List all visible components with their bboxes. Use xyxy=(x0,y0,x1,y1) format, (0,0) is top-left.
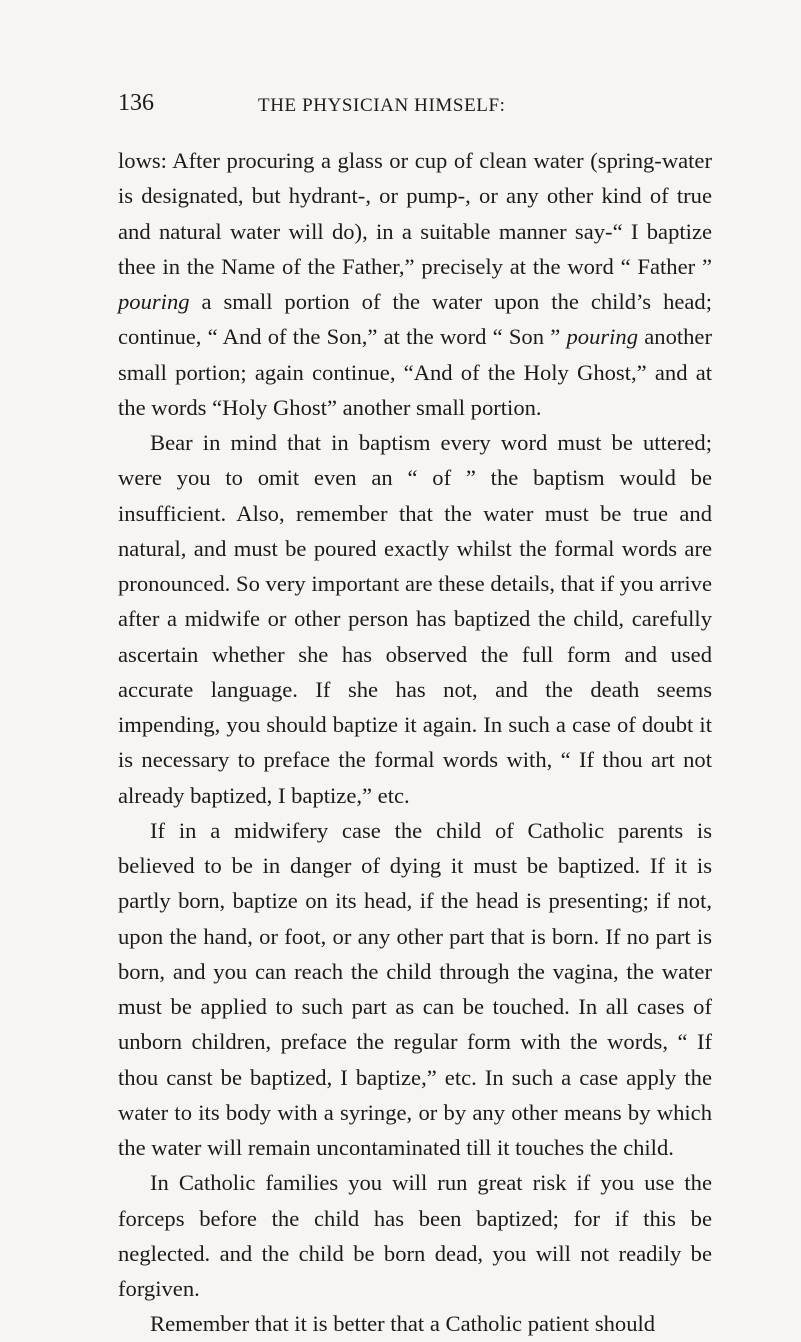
paragraph-5: Remember that it is better that a Catholic patient should xyxy=(150,1311,656,1337)
paragraph-1-text-start: lows: After procuring a glass or cup of clean water (spring-water is designated, but hydrant-, or pump-, or any other kind of true and natural water will do), in a suitable manner say-“ I baptize thee in the Name of the Father,” precisely at the word “ Father ” xyxy=(118,148,712,279)
paragraph-1-text-end: another small portion; again continue, “And of the Holy Ghost,” and at the words “Holy Ghost” another small portion. xyxy=(118,324,712,420)
body-text xyxy=(118,143,712,1342)
paragraph-2: Bear in mind that in baptism every word must be uttered; were you to omit even an “ of ” the baptism would be insufficient. Also, remember that the water must be true and natural, and must be poured exactly whilst the formal words are pronounced. So very important are these details, that if you arrive after a midwife or other person has baptized the child, carefully ascertain whether she has observed the full form and used accurate language. If she has not, and the death seems impending, you should baptize it again. In such a case of doubt it is necessary to preface the formal words with, “ If thou art not already baptized, I baptize,” etc. xyxy=(118,430,712,808)
paragraph-1-text-middle: a small portion of the water upon the child’s head; continue, “ And of the Son,” at the word “ Son ” xyxy=(118,289,712,350)
paragraph-3: If in a midwifery case the child of Catholic parents is believed to be in danger of dying it must be baptized. If it is partly born, baptize on its head, if the head is presenting; if not, upon the hand, or foot, or any other part that is born. If no part is born, and you can reach the child through the vagina, the water must be applied to such part as can be touched. In all cases of unborn children, preface the regular form with the words, “ If thou canst be baptized, I baptize,” etc. In such a case apply the water to its body with a syringe, or by any other means by which the water will remain uncontaminated till it touches the child. xyxy=(118,817,712,1160)
italic-pouring-1: pouring xyxy=(118,289,190,314)
italic-pouring-2: pouring xyxy=(566,324,639,350)
paragraph-1 xyxy=(118,143,712,425)
running-head: THE PHYSICIAN HIMSELF: xyxy=(258,95,506,116)
page-number: 136 xyxy=(118,90,154,116)
paragraph-4: In Catholic families you will run great risk if you use the forceps before the child has been baptized; for if this be neglected. and the child be born dead, you will not readily be forgiven. xyxy=(118,1170,712,1301)
